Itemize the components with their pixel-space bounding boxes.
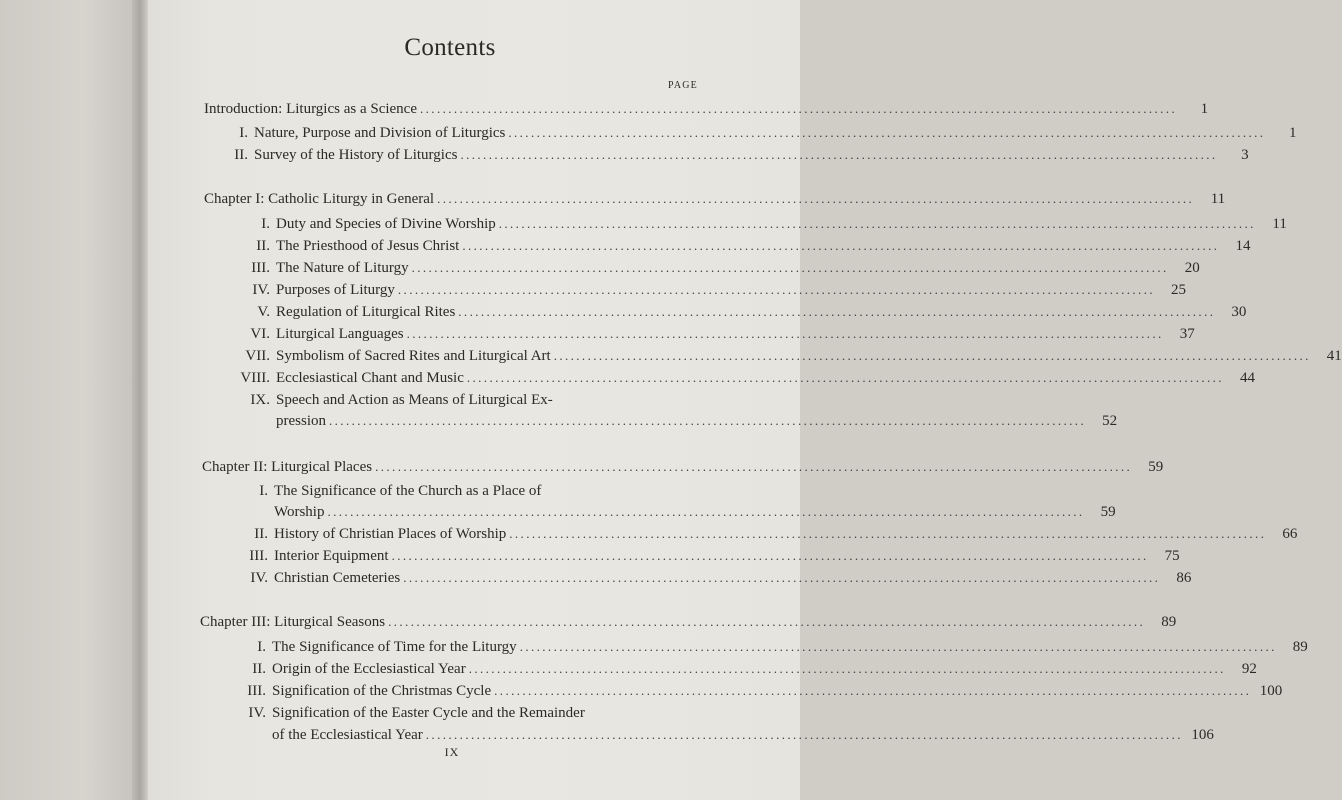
- toc-item[interactable]: [232, 638, 1308, 656]
- toc-item-text: The Significance of the Church as a Place of: [274, 483, 542, 499]
- toc-page-number: 66: [1282, 526, 1298, 542]
- leader-dots: ......................................................................................................................................: [375, 459, 1133, 474]
- toc-item-text: Symbolism of Sacred Rites and Liturgical Art: [276, 348, 551, 364]
- toc-page-number: 41: [1326, 348, 1342, 364]
- toc-item-continuation[interactable]: [274, 503, 1116, 521]
- leader-dots: ......................................................................................................................................: [553, 348, 1311, 363]
- toc-item-text: Survey of the History of Liturgics: [254, 147, 458, 163]
- leader-dots: ......................................................................................................................................: [468, 661, 1226, 676]
- toc-page-number: 37: [1179, 326, 1195, 342]
- leader-dots: ......................................................................................................................................: [425, 727, 1183, 742]
- toc-item[interactable]: [234, 525, 1298, 543]
- page-folio: IX: [444, 745, 460, 759]
- toc-item-text: The Priesthood of Jesus Christ: [276, 238, 460, 254]
- leader-dots: ......................................................................................................................................: [388, 614, 1146, 629]
- toc-item-numeral: IV.: [248, 705, 266, 721]
- leader-dots: ......................................................................................................................................: [391, 548, 1149, 563]
- toc-item-text: Duty and Species of Divine Worship: [276, 216, 496, 232]
- toc-item[interactable]: [214, 146, 1249, 164]
- leader-dots: ......................................................................................................................................: [460, 147, 1218, 162]
- page-title: Contents: [404, 34, 496, 61]
- left-page: [0, 0, 140, 800]
- toc-item[interactable]: [236, 303, 1247, 321]
- leader-dots: ......................................................................................................................................: [509, 526, 1267, 541]
- toc-heading-chapter-2[interactable]: [202, 458, 1164, 476]
- toc-item-text: History of Christian Places of Worship: [274, 526, 507, 542]
- toc-item-numeral: V.: [257, 304, 270, 320]
- toc-item-numeral: III.: [251, 260, 270, 276]
- toc-item[interactable]: [236, 259, 1200, 277]
- toc-item-text: Worship: [274, 504, 325, 520]
- leader-dots: ......................................................................................................................................: [466, 370, 1224, 385]
- toc-item-numeral: I.: [259, 483, 268, 499]
- toc-page-number: 30: [1231, 304, 1247, 320]
- toc-item[interactable]: [232, 704, 696, 722]
- leader-dots: ......................................................................................................................................: [498, 216, 1256, 231]
- toc-item-numeral: III.: [249, 548, 268, 564]
- toc-item[interactable]: [234, 482, 696, 500]
- leader-dots: ......................................................................................................................................: [420, 101, 1178, 116]
- toc-page-number: 92: [1241, 661, 1257, 677]
- toc-page-number: 11: [1210, 191, 1226, 207]
- toc-item[interactable]: [236, 369, 1255, 387]
- toc-page-number: 11: [1272, 216, 1287, 232]
- toc-item-numeral: III.: [247, 683, 266, 699]
- leader-dots: ......................................................................................................................................: [329, 413, 1087, 428]
- toc-item-numeral: II.: [256, 238, 270, 254]
- leader-dots: ......................................................................................................................................: [458, 304, 1216, 319]
- toc-item-numeral: VI.: [250, 326, 270, 342]
- leader-dots: ......................................................................................................................................: [403, 570, 1161, 585]
- toc-item[interactable]: [236, 237, 1251, 255]
- toc-heading-text: Chapter I: Catholic Liturgy in General: [204, 191, 435, 207]
- toc-heading-text: Chapter III: Liturgical Seasons: [200, 614, 386, 630]
- toc-page-number: 75: [1164, 548, 1180, 564]
- toc-item[interactable]: [232, 682, 1283, 700]
- leader-dots: ......................................................................................................................................: [406, 326, 1164, 341]
- toc-item-text: pression: [276, 413, 326, 429]
- toc-page-number: 1: [1200, 101, 1209, 117]
- toc-page-number: 3: [1241, 147, 1249, 163]
- toc-page-number: 14: [1235, 238, 1251, 254]
- leader-dots: ......................................................................................................................................: [411, 260, 1169, 275]
- toc-page-number: 52: [1102, 413, 1118, 429]
- leader-dots: ......................................................................................................................................: [494, 683, 1252, 698]
- page-column-header: PAGE: [668, 80, 698, 91]
- toc-item-numeral: II.: [234, 147, 248, 163]
- toc-page-number: 25: [1171, 282, 1186, 298]
- toc-item-numeral: II.: [254, 526, 268, 542]
- toc-item-text: of the Ecclesiastical Year: [272, 727, 423, 743]
- toc-item-text: Interior Equipment: [274, 548, 389, 564]
- toc-heading-introduction[interactable]: [204, 100, 1209, 118]
- toc-item-text: Speech and Action as Means of Liturgical Ex-: [276, 392, 553, 408]
- toc-item[interactable]: [236, 215, 1287, 233]
- toc-item[interactable]: [232, 660, 1257, 678]
- toc-item[interactable]: [236, 347, 1342, 365]
- toc-item-numeral: II.: [252, 661, 266, 677]
- toc-item-continuation[interactable]: [276, 412, 1118, 430]
- toc-item[interactable]: [234, 569, 1192, 587]
- toc-item-text: Purposes of Liturgy: [276, 282, 395, 298]
- toc-heading-chapter-1[interactable]: [204, 190, 1226, 208]
- toc-page-number: 1: [1288, 125, 1297, 141]
- toc-item-text: The Nature of Liturgy: [276, 260, 409, 276]
- toc-item[interactable]: [236, 281, 1186, 299]
- toc-item-numeral: I.: [239, 125, 248, 141]
- toc-item[interactable]: [236, 391, 696, 409]
- toc-item-numeral: VIII.: [240, 370, 270, 386]
- toc-page-number: 100: [1259, 683, 1283, 699]
- toc-page-number: 44: [1239, 370, 1255, 386]
- toc-item-text: The Significance of Time for the Liturgy: [272, 639, 517, 655]
- toc-item-text: Ecclesiastical Chant and Music: [276, 370, 464, 386]
- toc-page-number: 106: [1191, 727, 1214, 743]
- toc-item-text: Signification of the Christmas Cycle: [272, 683, 492, 699]
- toc-page-number: 59: [1148, 459, 1164, 475]
- toc-item[interactable]: [214, 124, 1297, 142]
- toc-heading-text: Introduction: Liturgics as a Science: [204, 101, 417, 117]
- toc-item-numeral: VII.: [245, 348, 270, 364]
- toc-heading-text: Chapter II: Liturgical Places: [202, 459, 373, 475]
- toc-item-text: Nature, Purpose and Division of Liturgics: [254, 125, 506, 141]
- toc-item[interactable]: [234, 547, 1180, 565]
- toc-item-numeral: IV.: [250, 570, 268, 586]
- toc-heading-chapter-3[interactable]: [200, 613, 1177, 631]
- toc-item[interactable]: [236, 325, 1195, 343]
- toc-page-number: 20: [1184, 260, 1200, 276]
- toc-item-numeral: IX.: [250, 392, 270, 408]
- toc-item-continuation[interactable]: [272, 726, 1214, 744]
- toc-page-number: 89: [1292, 639, 1308, 655]
- leader-dots: ......................................................................................................................................: [327, 504, 1085, 519]
- leader-dots: ......................................................................................................................................: [519, 639, 1277, 654]
- toc-page-number: 86: [1176, 570, 1192, 586]
- toc-item-numeral: IV.: [252, 282, 270, 298]
- toc-item-text: Signification of the Easter Cycle and the Remainder: [272, 705, 585, 721]
- toc-item-text: Origin of the Ecclesiastical Year: [272, 661, 466, 677]
- toc-item-text: Regulation of Liturgical Rites: [276, 304, 456, 320]
- toc-page-number: 89: [1161, 614, 1177, 630]
- toc-page-number: 59: [1100, 504, 1116, 520]
- toc-item-numeral: I.: [257, 639, 266, 655]
- toc-item-numeral: I.: [261, 216, 270, 232]
- toc-item-text: Christian Cemeteries: [274, 570, 401, 586]
- leader-dots: ......................................................................................................................................: [397, 282, 1155, 297]
- leader-dots: ......................................................................................................................................: [462, 238, 1220, 253]
- toc-item-text: Liturgical Languages: [276, 326, 404, 342]
- leader-dots: ......................................................................................................................................: [508, 125, 1266, 140]
- leader-dots: ......................................................................................................................................: [437, 191, 1195, 206]
